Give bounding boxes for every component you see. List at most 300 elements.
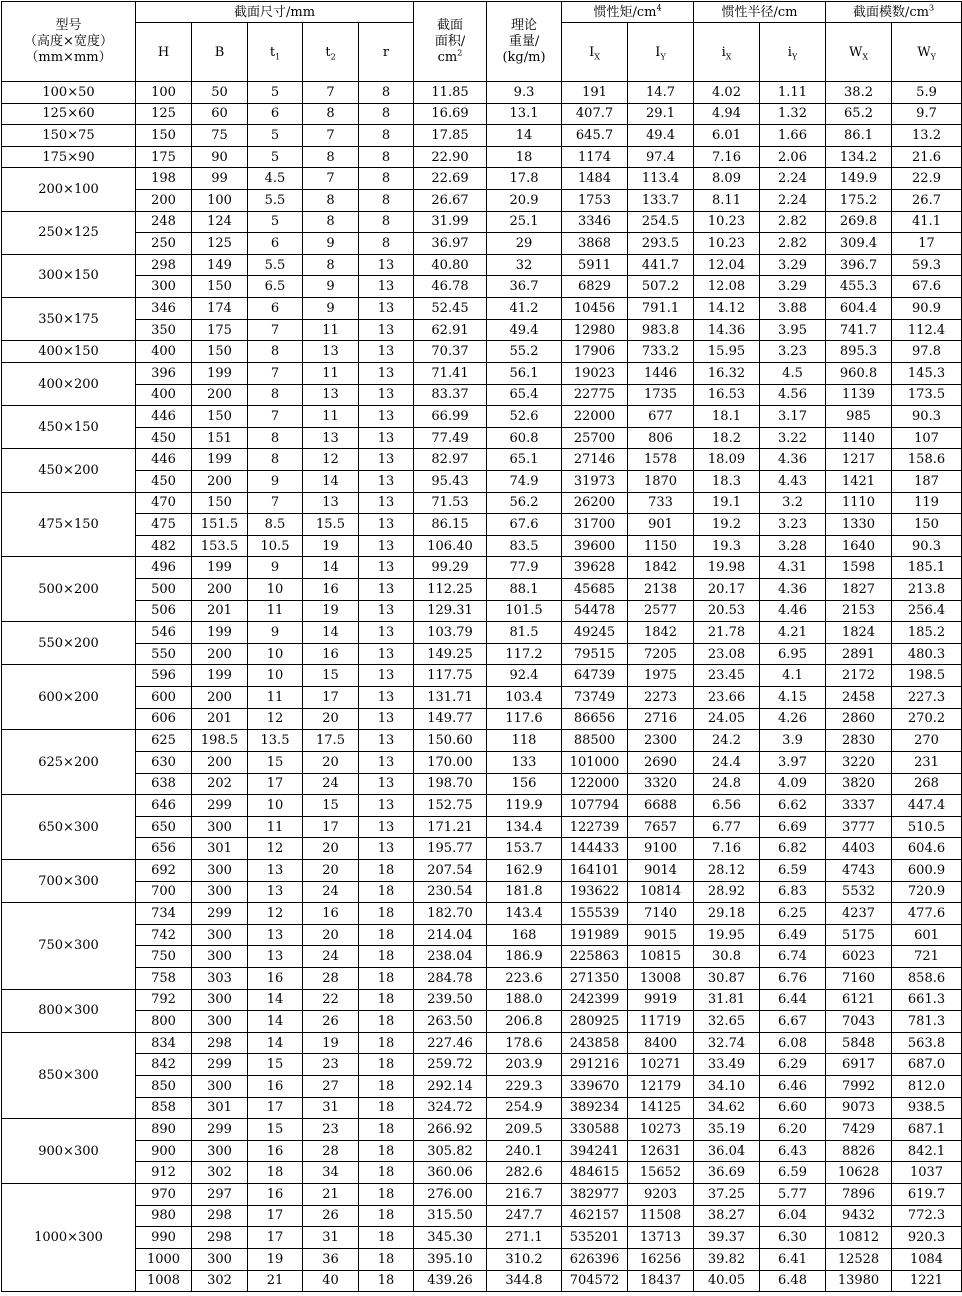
cell-t1: 8 xyxy=(248,384,303,406)
cell-H: 1000 xyxy=(136,1248,192,1270)
cell-Iy: 8400 xyxy=(628,1032,694,1054)
cell-B: 50 xyxy=(192,82,248,104)
cell-area: 150.60 xyxy=(414,730,487,752)
cell-H: 100 xyxy=(136,82,192,104)
cell-t2: 12 xyxy=(303,449,359,471)
cell-weight: 56.2 xyxy=(487,492,562,514)
cell-r: 13 xyxy=(359,427,414,449)
cell-Wy: 185.2 xyxy=(892,622,962,644)
cell-t2: 26 xyxy=(303,1011,359,1033)
cell-iy: 6.46 xyxy=(760,1076,826,1098)
cell-area: 46.78 xyxy=(414,276,487,298)
cell-Wx: 10628 xyxy=(826,1162,892,1184)
cell-t1: 6 xyxy=(248,233,303,255)
cell-weight: 41.2 xyxy=(487,298,562,320)
cell-t1: 10 xyxy=(248,643,303,665)
cell-H: 300 xyxy=(136,276,192,298)
model-cell: 175×90 xyxy=(2,146,136,168)
cell-area: 77.49 xyxy=(414,427,487,449)
table-row xyxy=(2,254,962,276)
cell-t1: 5 xyxy=(248,125,303,147)
cell-iy: 3.88 xyxy=(760,298,826,320)
cell-ix: 6.56 xyxy=(694,795,760,817)
cell-t2: 27 xyxy=(303,1076,359,1098)
cell-iy: 3.23 xyxy=(760,514,826,536)
model-cell: 400×200 xyxy=(2,362,136,405)
cell-area: 315.50 xyxy=(414,1205,487,1227)
cell-r: 13 xyxy=(359,795,414,817)
cell-Ix: 3346 xyxy=(562,211,628,233)
cell-t1: 4.5 xyxy=(248,168,303,190)
cell-Ix: 164101 xyxy=(562,859,628,881)
cell-Wy: 231 xyxy=(892,751,962,773)
model-cell: 450×200 xyxy=(2,449,136,492)
col-header-H: H xyxy=(136,23,192,82)
cell-Wx: 895.3 xyxy=(826,341,892,363)
table-row xyxy=(2,168,962,190)
cell-Iy: 6688 xyxy=(628,795,694,817)
col-header-ix-sub: X xyxy=(725,52,732,62)
cell-Iy: 7205 xyxy=(628,643,694,665)
cell-Wy: 480.3 xyxy=(892,643,962,665)
cell-t1: 17 xyxy=(248,1097,303,1119)
model-cell: 750×300 xyxy=(2,903,136,989)
cell-r: 18 xyxy=(359,1140,414,1162)
cell-Wx: 3777 xyxy=(826,816,892,838)
cell-H: 734 xyxy=(136,903,192,925)
cell-t1: 5.5 xyxy=(248,254,303,276)
cell-B: 300 xyxy=(192,859,248,881)
cell-iy: 6.59 xyxy=(760,1162,826,1184)
cell-ix: 18.09 xyxy=(694,449,760,471)
col-header-iy-sub: Y xyxy=(791,52,798,62)
cell-t2: 17 xyxy=(303,687,359,709)
cell-t1: 13 xyxy=(248,924,303,946)
cell-Iy: 10273 xyxy=(628,1119,694,1141)
cell-Ix: 243858 xyxy=(562,1032,628,1054)
cell-t2: 16 xyxy=(303,579,359,601)
cell-t1: 12 xyxy=(248,708,303,730)
cell-t2: 34 xyxy=(303,1162,359,1184)
cell-weight: 153.7 xyxy=(487,838,562,860)
cell-t2: 22 xyxy=(303,989,359,1011)
cell-H: 346 xyxy=(136,298,192,320)
cell-r: 18 xyxy=(359,1032,414,1054)
cell-t1: 10.5 xyxy=(248,535,303,557)
cell-r: 13 xyxy=(359,362,414,384)
header-section-dims: 截面尺寸/mm xyxy=(136,2,414,23)
cell-t2: 9 xyxy=(303,233,359,255)
cell-Iy: 254.5 xyxy=(628,211,694,233)
cell-Ix: 339670 xyxy=(562,1076,628,1098)
cell-ix: 16.53 xyxy=(694,384,760,406)
col-header-Wx-text: W xyxy=(848,44,863,60)
table-row xyxy=(2,600,962,622)
table-row xyxy=(2,146,962,168)
cell-Ix: 31973 xyxy=(562,470,628,492)
cell-area: 207.54 xyxy=(414,859,487,881)
cell-Ix: 382977 xyxy=(562,1184,628,1206)
cell-Wy: 563.8 xyxy=(892,1032,962,1054)
cell-t1: 18 xyxy=(248,1162,303,1184)
cell-iy: 1.32 xyxy=(760,103,826,125)
table-row xyxy=(2,838,962,860)
cell-t1: 17 xyxy=(248,1227,303,1249)
cell-Wx: 396.7 xyxy=(826,254,892,276)
cell-ix: 31.81 xyxy=(694,989,760,1011)
table-row xyxy=(2,903,962,925)
cell-Wy: 270 xyxy=(892,730,962,752)
cell-Wy: 270.2 xyxy=(892,708,962,730)
cell-H: 758 xyxy=(136,967,192,989)
cell-weight: 223.6 xyxy=(487,967,562,989)
cell-t1: 13 xyxy=(248,881,303,903)
cell-Wx: 7896 xyxy=(826,1184,892,1206)
cell-iy: 3.9 xyxy=(760,730,826,752)
col-header-t2 xyxy=(303,23,359,82)
cell-t1: 14 xyxy=(248,989,303,1011)
header-inertia xyxy=(562,2,694,23)
cell-iy: 6.74 xyxy=(760,946,826,968)
cell-Wy: 26.7 xyxy=(892,190,962,212)
cell-ix: 23.45 xyxy=(694,665,760,687)
header-area-unit xyxy=(414,50,486,66)
cell-Iy: 733.2 xyxy=(628,341,694,363)
cell-ix: 19.95 xyxy=(694,924,760,946)
cell-area: 66.99 xyxy=(414,406,487,428)
cell-Ix: 39628 xyxy=(562,557,628,579)
cell-iy: 2.06 xyxy=(760,146,826,168)
cell-B: 299 xyxy=(192,1054,248,1076)
cell-iy: 6.20 xyxy=(760,1119,826,1141)
col-header-Ix xyxy=(562,23,628,82)
cell-weight: 209.5 xyxy=(487,1119,562,1141)
cell-Wx: 10812 xyxy=(826,1227,892,1249)
cell-t2: 13 xyxy=(303,384,359,406)
cell-B: 202 xyxy=(192,773,248,795)
model-cell: 125×60 xyxy=(2,103,136,125)
cell-ix: 18.1 xyxy=(694,406,760,428)
cell-area: 171.21 xyxy=(414,816,487,838)
model-cell: 550×200 xyxy=(2,622,136,665)
cell-B: 300 xyxy=(192,946,248,968)
cell-Ix: 45685 xyxy=(562,579,628,601)
cell-H: 792 xyxy=(136,989,192,1011)
cell-Wx: 2172 xyxy=(826,665,892,687)
cell-t2: 20 xyxy=(303,859,359,881)
header-model-sub2: （mm×mm） xyxy=(25,49,112,65)
cell-weight: 17.8 xyxy=(487,168,562,190)
cell-B: 301 xyxy=(192,838,248,860)
cell-Iy: 9100 xyxy=(628,838,694,860)
table-row xyxy=(2,708,962,730)
cell-H: 298 xyxy=(136,254,192,276)
col-header-Iy-text: I xyxy=(655,44,661,60)
cell-area: 227.46 xyxy=(414,1032,487,1054)
cell-t1: 7 xyxy=(248,362,303,384)
cell-B: 124 xyxy=(192,211,248,233)
cell-ix: 30.8 xyxy=(694,946,760,968)
cell-Wy: 145.3 xyxy=(892,362,962,384)
cell-ix: 34.62 xyxy=(694,1097,760,1119)
cell-t1: 9 xyxy=(248,622,303,644)
cell-Iy: 14.7 xyxy=(628,82,694,104)
cell-Wx: 1598 xyxy=(826,557,892,579)
cell-Iy: 10814 xyxy=(628,881,694,903)
cell-Wx: 455.3 xyxy=(826,276,892,298)
cell-t1: 5 xyxy=(248,211,303,233)
cell-t2: 11 xyxy=(303,362,359,384)
cell-t2: 28 xyxy=(303,967,359,989)
cell-t1: 16 xyxy=(248,1140,303,1162)
cell-iy: 3.28 xyxy=(760,535,826,557)
table-row xyxy=(2,881,962,903)
table-row xyxy=(2,1097,962,1119)
cell-iy: 6.25 xyxy=(760,903,826,925)
cell-r: 18 xyxy=(359,1205,414,1227)
cell-t1: 5 xyxy=(248,82,303,104)
cell-B: 199 xyxy=(192,362,248,384)
cell-weight: 133 xyxy=(487,751,562,773)
cell-Ix: 73749 xyxy=(562,687,628,709)
cell-Iy: 1870 xyxy=(628,470,694,492)
cell-t2: 24 xyxy=(303,773,359,795)
cell-ix: 19.3 xyxy=(694,535,760,557)
model-cell: 250×125 xyxy=(2,211,136,254)
cell-B: 297 xyxy=(192,1184,248,1206)
cell-Iy: 441.7 xyxy=(628,254,694,276)
cell-H: 600 xyxy=(136,687,192,709)
cell-B: 200 xyxy=(192,751,248,773)
cell-Wy: 256.4 xyxy=(892,600,962,622)
cell-Iy: 133.7 xyxy=(628,190,694,212)
cell-Iy: 507.2 xyxy=(628,276,694,298)
cell-weight: 74.9 xyxy=(487,470,562,492)
cell-Iy: 18437 xyxy=(628,1270,694,1292)
cell-t1: 14 xyxy=(248,1011,303,1033)
cell-t2: 11 xyxy=(303,319,359,341)
cell-ix: 14.36 xyxy=(694,319,760,341)
cell-Wx: 6917 xyxy=(826,1054,892,1076)
cell-H: 396 xyxy=(136,362,192,384)
cell-iy: 3.23 xyxy=(760,341,826,363)
cell-iy: 4.26 xyxy=(760,708,826,730)
cell-weight: 49.4 xyxy=(487,319,562,341)
cell-area: 112.25 xyxy=(414,579,487,601)
cell-ix: 7.16 xyxy=(694,838,760,860)
cell-ix: 37.25 xyxy=(694,1184,760,1206)
cell-t1: 15 xyxy=(248,1119,303,1141)
cell-Wx: 9432 xyxy=(826,1205,892,1227)
cell-area: 70.37 xyxy=(414,341,487,363)
table-row xyxy=(2,859,962,881)
cell-B: 125 xyxy=(192,233,248,255)
cell-t2: 24 xyxy=(303,946,359,968)
cell-B: 150 xyxy=(192,341,248,363)
cell-H: 646 xyxy=(136,795,192,817)
cell-r: 13 xyxy=(359,406,414,428)
cell-area: 230.54 xyxy=(414,881,487,903)
cell-Wy: 90.9 xyxy=(892,298,962,320)
cell-Iy: 901 xyxy=(628,514,694,536)
cell-t2: 19 xyxy=(303,535,359,557)
cell-area: 131.71 xyxy=(414,687,487,709)
cell-Wy: 920.3 xyxy=(892,1227,962,1249)
cell-area: 17.85 xyxy=(414,125,487,147)
cell-Wx: 1824 xyxy=(826,622,892,644)
model-cell: 900×300 xyxy=(2,1119,136,1184)
cell-r: 13 xyxy=(359,687,414,709)
cell-Wx: 3337 xyxy=(826,795,892,817)
cell-r: 8 xyxy=(359,190,414,212)
cell-Wy: 213.8 xyxy=(892,579,962,601)
cell-ix: 19.98 xyxy=(694,557,760,579)
cell-Ix: 101000 xyxy=(562,751,628,773)
cell-Ix: 54478 xyxy=(562,600,628,622)
cell-area: 214.04 xyxy=(414,924,487,946)
cell-ix: 8.11 xyxy=(694,190,760,212)
table-row xyxy=(2,1076,962,1098)
cell-t2: 16 xyxy=(303,903,359,925)
model-cell: 300×150 xyxy=(2,254,136,297)
cell-H: 470 xyxy=(136,492,192,514)
cell-Ix: 26200 xyxy=(562,492,628,514)
cell-B: 201 xyxy=(192,600,248,622)
table-row xyxy=(2,1011,962,1033)
cell-B: 100 xyxy=(192,190,248,212)
model-cell: 350×175 xyxy=(2,298,136,341)
cell-area: 52.45 xyxy=(414,298,487,320)
cell-weight: 25.1 xyxy=(487,211,562,233)
cell-Ix: 389234 xyxy=(562,1097,628,1119)
cell-iy: 3.29 xyxy=(760,276,826,298)
cell-H: 656 xyxy=(136,838,192,860)
col-header-t1-sub: 1 xyxy=(275,52,281,62)
cell-t1: 16 xyxy=(248,1076,303,1098)
table-row xyxy=(2,514,962,536)
cell-weight: 9.3 xyxy=(487,82,562,104)
cell-B: 150 xyxy=(192,492,248,514)
cell-Wy: 90.3 xyxy=(892,535,962,557)
table-row xyxy=(2,751,962,773)
cell-Wx: 2860 xyxy=(826,708,892,730)
cell-r: 18 xyxy=(359,989,414,1011)
cell-B: 300 xyxy=(192,1140,248,1162)
cell-B: 199 xyxy=(192,449,248,471)
cell-B: 151.5 xyxy=(192,514,248,536)
cell-H: 350 xyxy=(136,319,192,341)
cell-area: 305.82 xyxy=(414,1140,487,1162)
table-row xyxy=(2,449,962,471)
cell-area: 16.69 xyxy=(414,103,487,125)
cell-H: 506 xyxy=(136,600,192,622)
cell-Wx: 7043 xyxy=(826,1011,892,1033)
cell-H: 630 xyxy=(136,751,192,773)
cell-weight: 310.2 xyxy=(487,1248,562,1270)
cell-t1: 13 xyxy=(248,859,303,881)
cell-r: 13 xyxy=(359,708,414,730)
cell-ix: 7.16 xyxy=(694,146,760,168)
cell-iy: 6.69 xyxy=(760,816,826,838)
cell-weight: 67.6 xyxy=(487,514,562,536)
cell-Wx: 3820 xyxy=(826,773,892,795)
cell-ix: 30.87 xyxy=(694,967,760,989)
cell-Wy: 477.6 xyxy=(892,903,962,925)
cell-Iy: 49.4 xyxy=(628,125,694,147)
cell-Iy: 733 xyxy=(628,492,694,514)
cell-ix: 21.78 xyxy=(694,622,760,644)
cell-area: 26.67 xyxy=(414,190,487,212)
cell-r: 13 xyxy=(359,643,414,665)
cell-iy: 4.56 xyxy=(760,384,826,406)
cell-H: 912 xyxy=(136,1162,192,1184)
model-cell: 600×200 xyxy=(2,665,136,730)
cell-Ix: 19023 xyxy=(562,362,628,384)
cell-B: 151 xyxy=(192,427,248,449)
header-model-title: 型号 xyxy=(55,17,82,33)
cell-H: 842 xyxy=(136,1054,192,1076)
table-row xyxy=(2,1248,962,1270)
cell-ix: 39.37 xyxy=(694,1227,760,1249)
cell-t2: 8 xyxy=(303,254,359,276)
cell-t2: 8 xyxy=(303,190,359,212)
cell-ix: 24.05 xyxy=(694,708,760,730)
cell-Wy: 5.9 xyxy=(892,82,962,104)
cell-Iy: 97.4 xyxy=(628,146,694,168)
cell-Ix: 79515 xyxy=(562,643,628,665)
cell-B: 149 xyxy=(192,254,248,276)
col-header-Wy xyxy=(892,23,962,82)
cell-r: 13 xyxy=(359,600,414,622)
cell-Ix: 407.7 xyxy=(562,103,628,125)
cell-Ix: 1753 xyxy=(562,190,628,212)
cell-t2: 8 xyxy=(303,211,359,233)
cell-t1: 7 xyxy=(248,319,303,341)
cell-r: 8 xyxy=(359,82,414,104)
cell-Wy: 187 xyxy=(892,470,962,492)
table-row xyxy=(2,298,962,320)
col-header-Iy-sub: Y xyxy=(660,52,666,62)
cell-area: 106.40 xyxy=(414,535,487,557)
cell-Wy: 687.1 xyxy=(892,1119,962,1141)
table-row xyxy=(2,535,962,557)
cell-t2: 19 xyxy=(303,1032,359,1054)
cell-area: 292.14 xyxy=(414,1076,487,1098)
cell-t1: 12 xyxy=(248,838,303,860)
cell-ix: 23.08 xyxy=(694,643,760,665)
cell-t2: 17.5 xyxy=(303,730,359,752)
cell-H: 496 xyxy=(136,557,192,579)
cell-area: 439.26 xyxy=(414,1270,487,1292)
cell-Wx: 5175 xyxy=(826,924,892,946)
cell-Ix: 225863 xyxy=(562,946,628,968)
model-cell: 625×200 xyxy=(2,730,136,795)
cell-ix: 15.95 xyxy=(694,341,760,363)
cell-iy: 6.48 xyxy=(760,1270,826,1292)
model-cell: 200×100 xyxy=(2,168,136,211)
table-row xyxy=(2,579,962,601)
cell-iy: 6.76 xyxy=(760,967,826,989)
cell-Iy: 12631 xyxy=(628,1140,694,1162)
cell-H: 990 xyxy=(136,1227,192,1249)
cell-H: 450 xyxy=(136,427,192,449)
cell-iy: 4.31 xyxy=(760,557,826,579)
cell-r: 18 xyxy=(359,924,414,946)
cell-Wx: 9073 xyxy=(826,1097,892,1119)
cell-Ix: 330588 xyxy=(562,1119,628,1141)
cell-t2: 17 xyxy=(303,816,359,838)
cell-H: 700 xyxy=(136,881,192,903)
